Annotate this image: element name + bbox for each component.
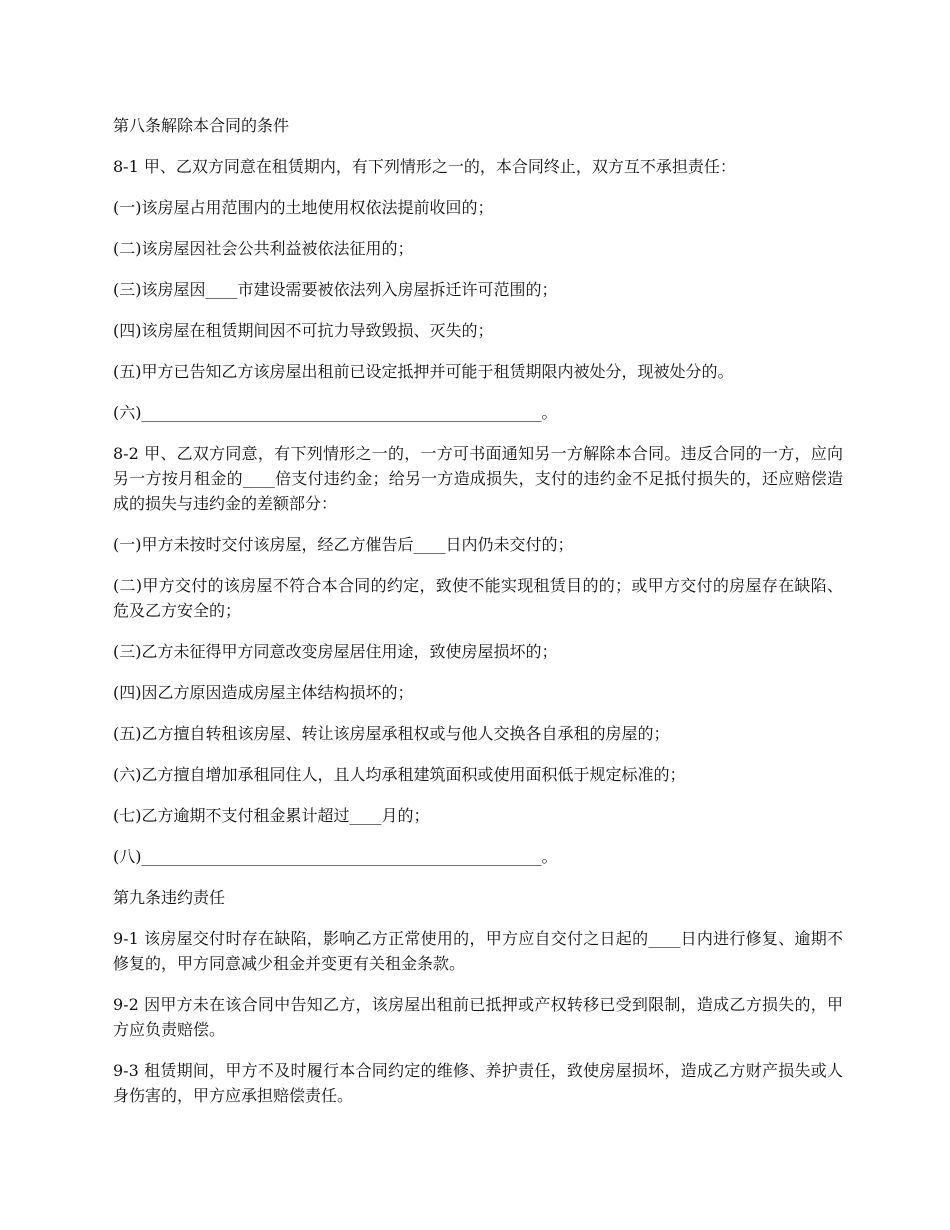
clause-8-2-item-7: (七)乙方逾期不支付租金累计超过____月的； (113, 806, 430, 825)
clause-9-2: 9-2 因甲方未在该合同中告知乙方，该房屋出租前已抵押或产权转移已受到限制，造成乙方损失的，甲方应负责赔偿。 (113, 995, 843, 1039)
clause-8-2-item-3: (三)乙方未征得甲方同意改变房屋居住用途，致使房屋损坏的； (113, 642, 558, 661)
clause-8-1-item-4: (四)该房屋在租赁期间因不可抗力导致毁损、灭失的； (113, 321, 494, 340)
clause-8-2-item-1: (一)甲方未按时交付该房屋，经乙方催告后____日内仍未交付的； (113, 535, 574, 554)
clause-9-3: 9-3 租赁期间，甲方不及时履行本合同约定的维修、养护责任，致使房屋损坏，造成乙方财产损失或人身伤害的，甲方应承担赔偿责任。 (113, 1061, 843, 1105)
document-page (113, 113, 843, 1124)
clause-8-2: 8-2 甲、乙双方同意，有下列情形之一的，一方可书面通知另一方解除本合同。违反合同的一方，应向另一方按月租金的____倍支付违约金；给另一方造成损失，支付的违约金不足抵付损失的，还应赔偿造成的损失与违约金的差额部分： (113, 444, 843, 513)
clause-8-1-item-5: (五)甲方已告知乙方该房屋出租前已设定抵押并可能于租赁期限内被处分，现被处分的。 (113, 362, 734, 381)
clause-8-1-item-6: (六)__________________________________________________。 (113, 403, 558, 422)
clause-8-2-item-5: (五)乙方擅自转租该房屋、转让该房屋承租权或与他人交换各自承租的房屋的； (113, 724, 670, 743)
clause-8-2-item-4: (四)因乙方原因造成房屋主体结构损坏的； (113, 683, 414, 702)
clause-8-1: 8-1 甲、乙双方同意在租赁期内，有下列情形之一的，本合同终止，双方互不承担责任： (113, 157, 736, 176)
clause-8-2-item-6: (六)乙方擅自增加承租同住人，且人均承租建筑面积或使用面积低于规定标准的； (113, 765, 686, 784)
clause-8-2-item-2: (二)甲方交付的该房屋不符合本合同的约定，致使不能实现租赁目的的；或甲方交付的房屋存在缺陷、危及乙方安全的； (113, 576, 843, 620)
clause-8-1-item-1: (一)该房屋占用范围内的土地使用权依法提前收回的； (113, 198, 494, 217)
clause-8-1-item-2: (二)该房屋因社会公共利益被依法征用的； (113, 239, 414, 258)
section-8-title: 第八条解除本合同的条件 (113, 116, 290, 135)
clause-8-2-item-8: (八)__________________________________________________。 (113, 847, 558, 866)
section-9-title: 第九条违约责任 (113, 888, 226, 907)
clause-8-1-item-3: (三)该房屋因____市建设需要被依法列入房屋拆迁许可范围的； (113, 280, 558, 299)
clause-9-1: 9-1 该房屋交付时存在缺陷，影响乙方正常使用的，甲方应自交付之日起的____日内进行修复、逾期不修复的，甲方同意减少租金并变更有关租金条款。 (113, 929, 843, 973)
